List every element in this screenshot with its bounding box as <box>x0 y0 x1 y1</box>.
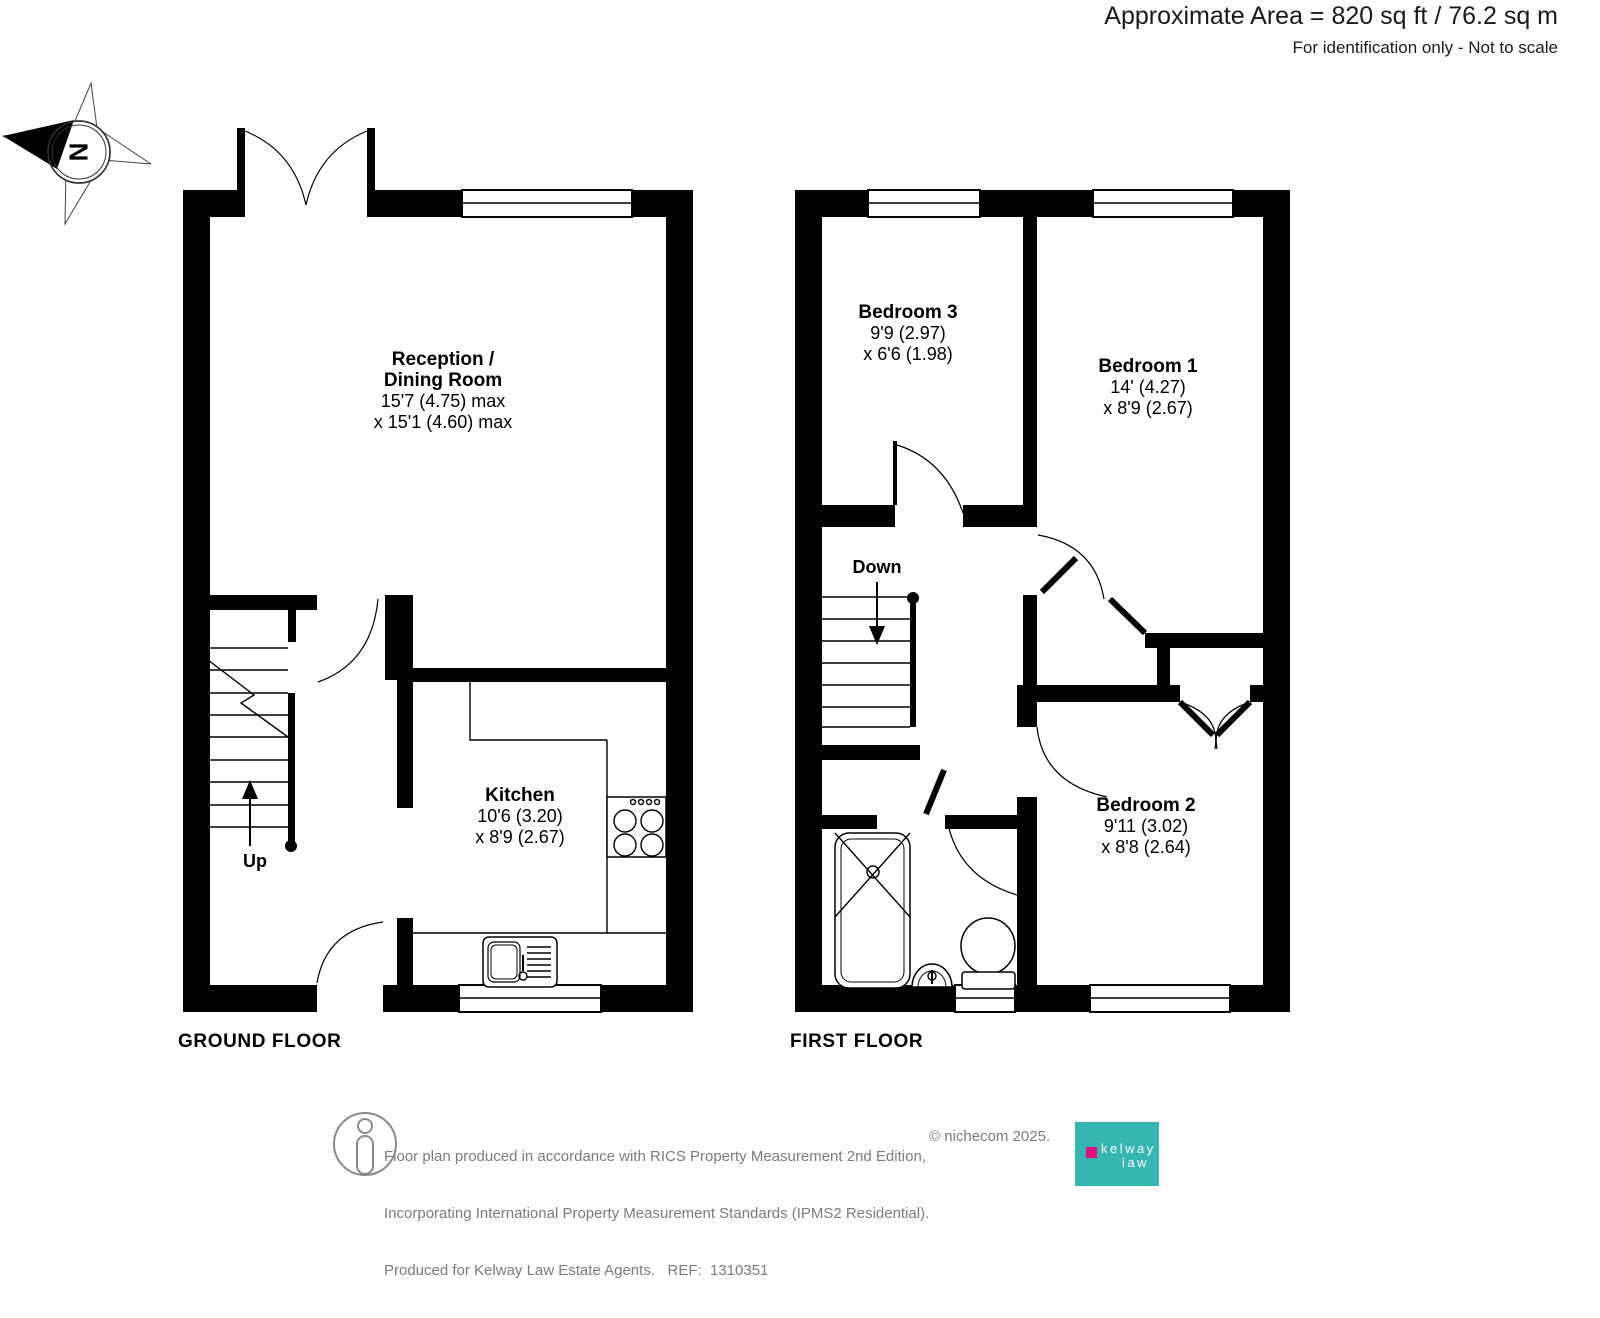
first-floor-title: FIRST FLOOR <box>790 1031 924 1052</box>
logo-pink-square-icon <box>1086 1147 1097 1158</box>
logo-word-kelway: kelway <box>1101 1141 1156 1156</box>
bedroom2-door <box>1037 727 1107 797</box>
footer-line-3: Produced for Kelway Law Estate Agents. REF: 1310351 <box>384 1262 769 1279</box>
compass-north-label: N <box>63 142 94 162</box>
bedroom3-label: Bedroom 3 9'9 (2.97) x 6'6 (1.98) <box>858 302 958 364</box>
up-arrow <box>242 780 258 799</box>
ground-floor-plan <box>178 115 698 1015</box>
stove-icon <box>607 797 666 857</box>
toilet-icon <box>961 918 1015 989</box>
bedroom2-window <box>1090 985 1230 1012</box>
stairs-up <box>208 648 297 852</box>
hall-door <box>318 599 378 682</box>
nichecom-copyright: © nichecom 2025. <box>929 1128 1051 1145</box>
bedroom2-label: Bedroom 2 9'11 (3.02) x 8'8 (2.64) <box>1096 795 1196 857</box>
bathtub-icon <box>835 833 910 988</box>
ground-floor-title: GROUND FLOOR <box>178 1031 342 1052</box>
bedroom1-window <box>1093 190 1233 217</box>
footer-line-2: Incorporating International Property Measurement Standards (IPMS2 Residential). <box>384 1205 930 1222</box>
kitchen-sink-icon <box>483 937 557 987</box>
footer-disclaimer <box>384 1109 929 1318</box>
back-door <box>317 922 383 983</box>
kelway-law-logo <box>1075 1122 1159 1186</box>
reception-window <box>462 190 632 217</box>
front-double-door <box>237 128 375 217</box>
bedroom3-door <box>893 441 963 513</box>
up-label: Up <box>243 851 267 871</box>
basin-icon <box>912 964 952 987</box>
bedroom1-door <box>1038 535 1145 633</box>
kitchen-window <box>459 985 601 1012</box>
identification-note: For identification only - Not to scale <box>1292 38 1558 57</box>
down-arrow <box>869 626 885 645</box>
stairs-down <box>822 582 919 727</box>
bedroom1-label: Bedroom 1 14' (4.27) x 8'9 (2.67) <box>1098 356 1198 418</box>
footer-line-1: Floor plan produced in accordance with RICS Property Measurement 2nd Edition, <box>384 1148 926 1165</box>
logo-word-law: law <box>1122 1155 1150 1170</box>
kitchen-label: Kitchen 10'6 (3.20) x 8'9 (2.67) <box>475 785 565 847</box>
ground-floor-walls <box>183 190 693 1012</box>
cupboard-doors <box>1180 702 1250 749</box>
reception-label: Reception / Dining Room 15'7 (4.75) max x 15'1 (4.60) max <box>373 349 513 432</box>
bathroom-door <box>926 770 1017 895</box>
approximate-area-text: Approximate Area = 820 sq ft / 76.2 sq m <box>1104 2 1558 30</box>
down-label: Down <box>852 557 902 577</box>
header <box>1104 2 1558 58</box>
bedroom3-window <box>868 190 980 217</box>
